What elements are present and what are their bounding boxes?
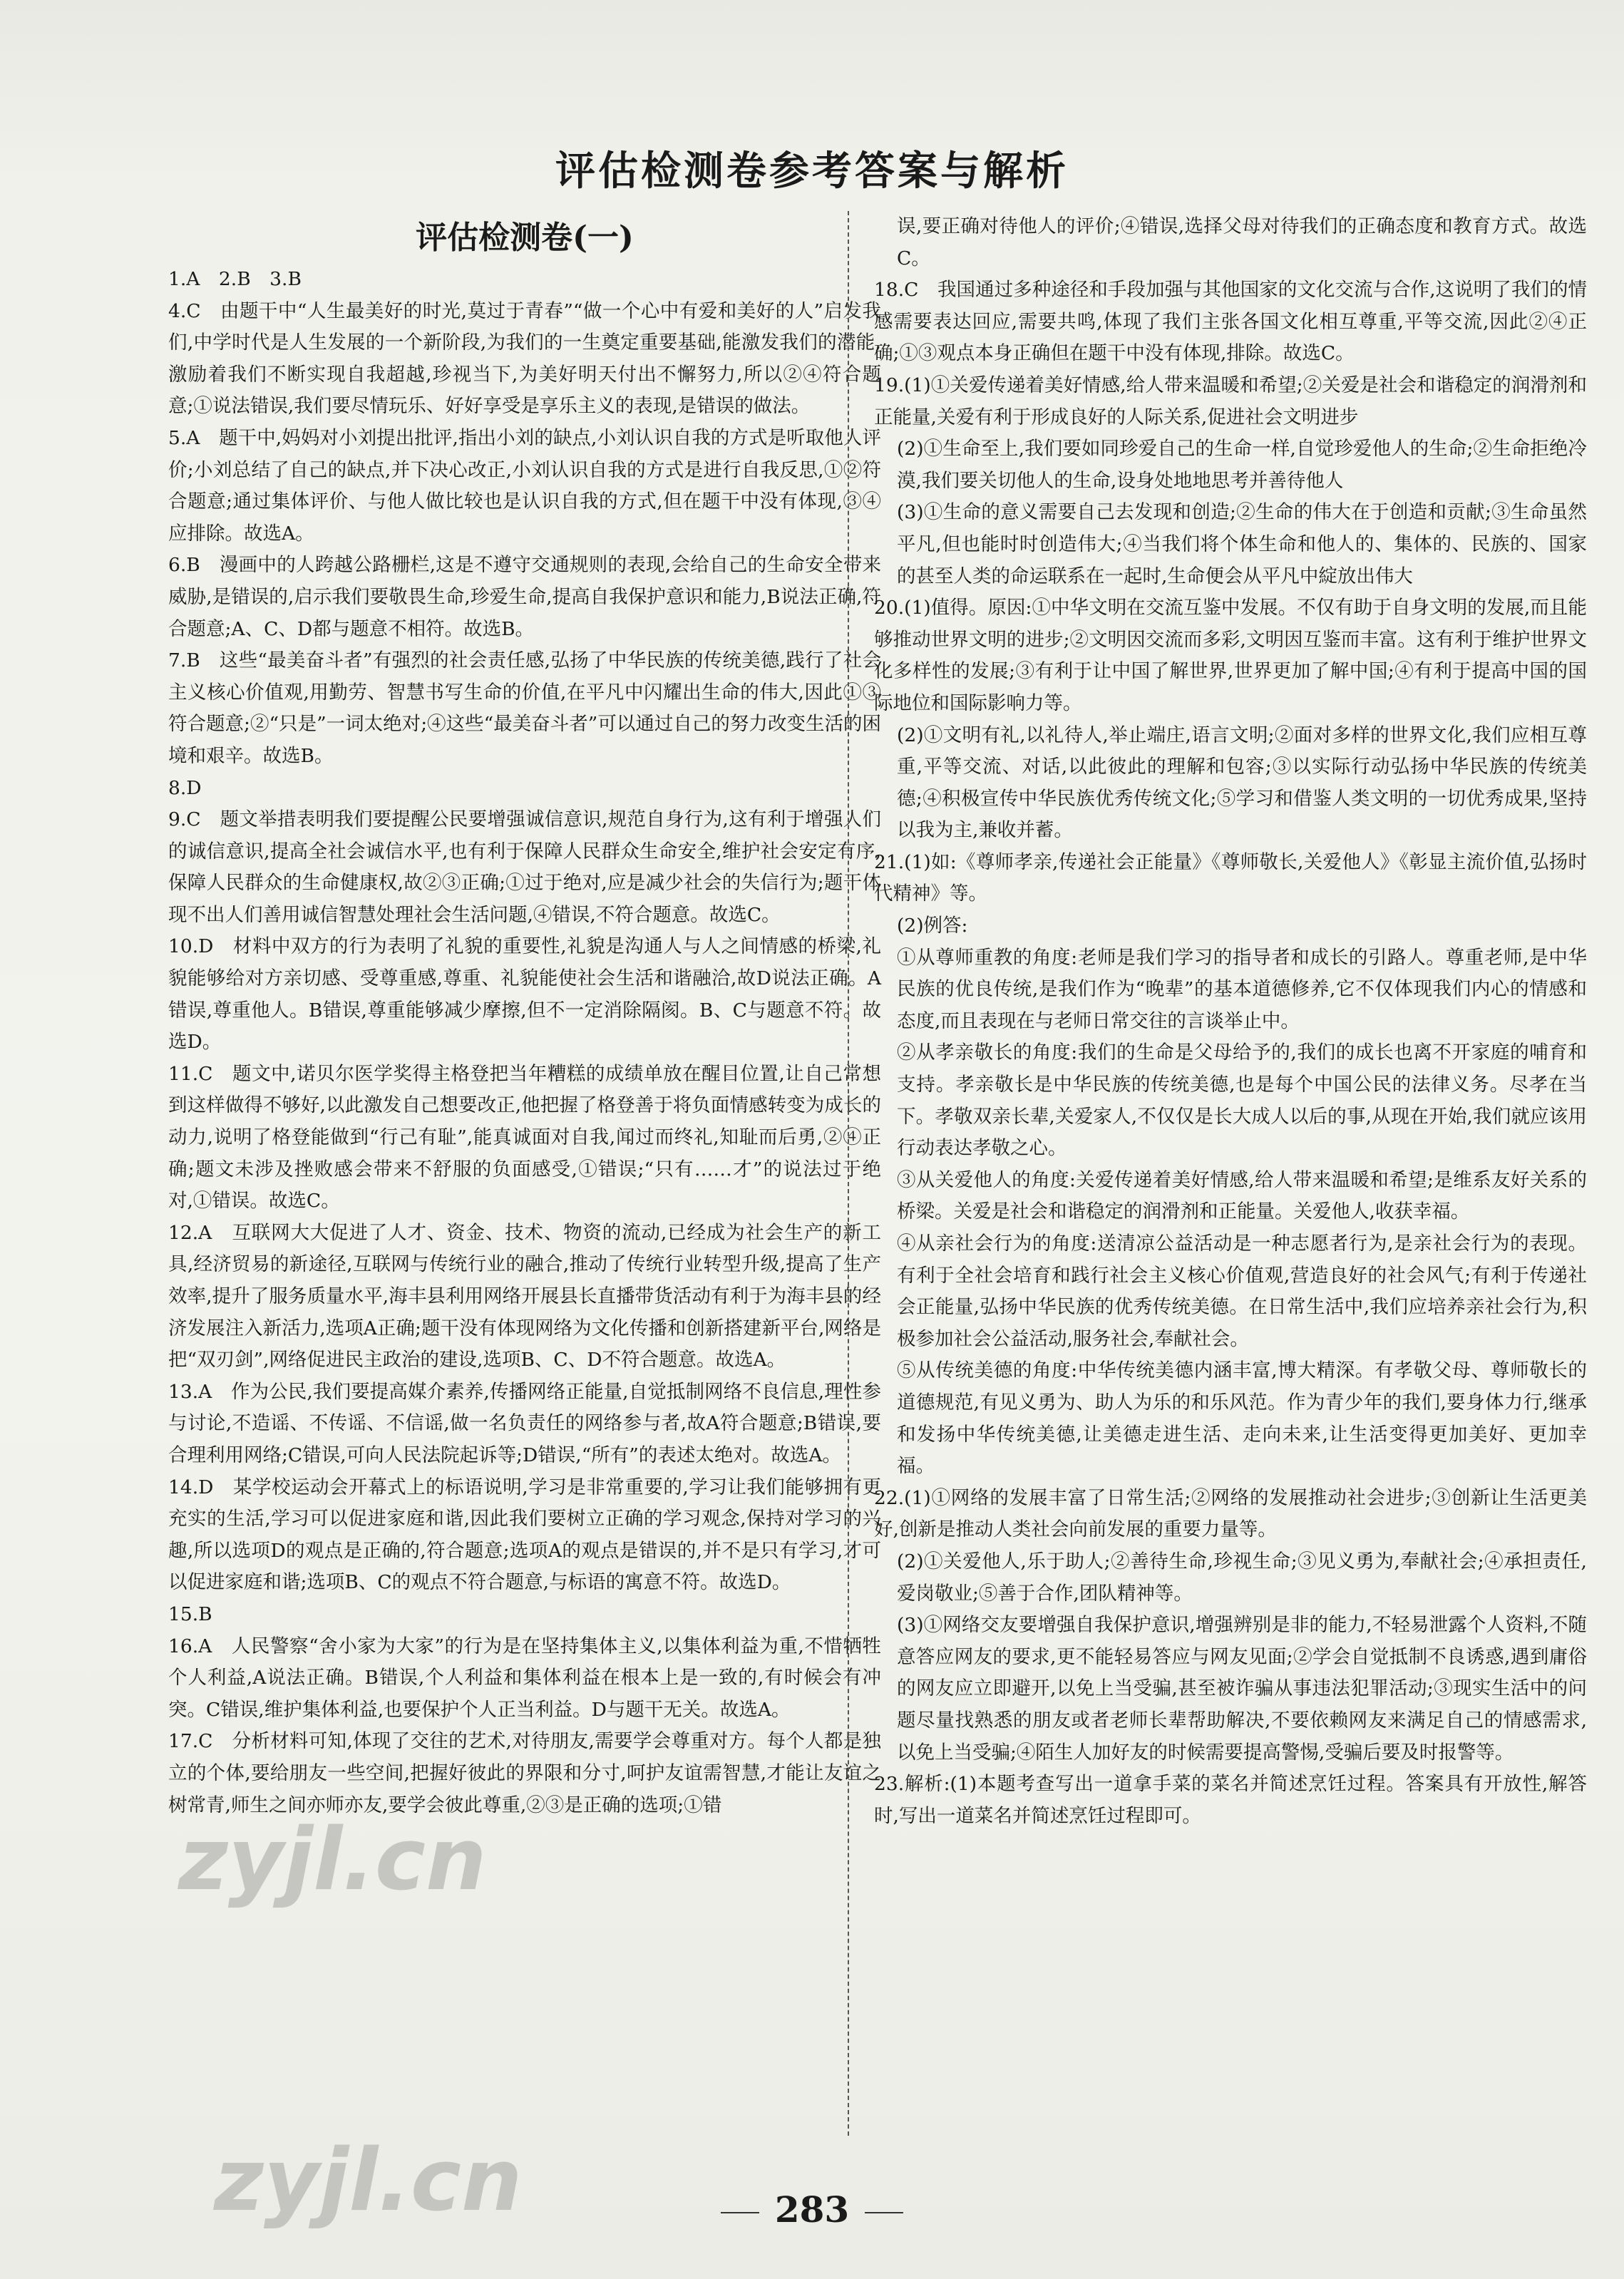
answer-item: (2)①关爱他人,乐于助人;②善待生命,珍视生命;③见义勇为,奉献社会;④承担责任,爱岗敬业;⑤善于合作,团队精神等。	[897, 1550, 1587, 1605]
answer-item: (2)例答:	[897, 915, 968, 937]
answer-item: ①从尊师重教的角度:老师是我们学习的指导者和成长的引路人。尊重老师,是中华民族的优良传统,是我们作为“晚辈”的基本道德修养,它不仅体现我们内心的情感和态度,而且表现在与老师日常交往的言谈举止中。	[897, 946, 1587, 1032]
answer-item: 11.C 题文中,诺贝尔医学奖得主格登把当年糟糕的成绩单放在醒目位置,让自己常想到这样做得不够好,以此激发自己想要改正,他把握了格登善于将负面情感转变为成长的动力,说明了格登能做到“行己有耻”,能真诚面对自我,闻过而终礼,知耻而后勇,②④正确;题文未涉及挫败感会带来不舒服的负面感受,①错误;“只有……才”的说法过于绝对,①错误。故选C。	[168, 1062, 881, 1213]
left-answer-list	[168, 264, 881, 1821]
watermark: zyjl.cn	[178, 1811, 487, 1910]
answer-item: 19.(1)①关爱传递着美好情感,给人带来温暖和希望;②关爱是社会和谐稳定的润滑剂和正能量,关爱有利于形成良好的人际关系,促进社会文明进步	[874, 374, 1587, 428]
answer-item: 16.A 人民警察“舍小家为大家”的行为是在坚持集体主义,以集体利益为重,不惜牺牲个人利益,A说法正确。B错误,个人利益和集体利益在根本上是一致的,有时候会有冲突。C错误,维护集体利益,也要保护个人正当利益。D与题干无关。故选A。	[168, 1635, 881, 1721]
answer-item: 17.C 分析材料可知,体现了交往的艺术,对待朋友,需要学会尊重对方。每个人都是独立的个体,要给朋友一些空间,把握好彼此的界限和分寸,呵护友谊需智慧,才能让友谊之树常青,师生之间亦师亦友,要学会彼此尊重,②③是正确的选项;①错	[168, 1730, 881, 1816]
answer-item: 21.(1)如:《尊师孝亲,传递社会正能量》《尊师敬长,关爱他人》《彰显主流价值,弘扬时代精神》等。	[874, 850, 1587, 905]
answer-item: ②从孝亲敬长的角度:我们的生命是父母给予的,我们的成长也离不开家庭的哺育和支持。孝亲敬长是中华民族的传统美德,也是每个中国公民的法律义务。尽孝在当下。孝敬双亲长辈,关爱家人,不仅仅是长大成人以后的事,从现在开始,我们就应该用行动表达孝敬之心。	[897, 1041, 1587, 1160]
answer-item: 5.A 题干中,妈妈对小刘提出批评,指出小刘的缺点,小刘认识自我的方式是听取他人评价;小刘总结了自己的缺点,并下决心改正,小刘认识自我的方式是进行自我反思,①②符合题意;通过集体评价、与他人做比较也是认识自我的方式,但在题干中没有体现,③④应排除。故选A。	[168, 426, 881, 545]
answer-item: 18.C 我国通过多种途径和手段加强与其他国家的文化交流与合作,这说明了我们的情感需要表达回应,需要共鸣,体现了我们主张各国文化相互尊重,平等交流,因此②④正确;①③观点本身正确但在题干中没有体现,排除。故选C。	[874, 279, 1587, 365]
answer-item: (2)①生命至上,我们要如同珍爱自己的生命一样,自觉珍爱他人的生命;②生命拒绝冷漠,我们要关切他人的生命,设身处地地思考并善待他人	[897, 438, 1587, 492]
section-title: 评估检测卷(一)	[416, 220, 634, 256]
answer-item: 12.A 互联网大大促进了人才、资金、技术、物资的流动,已经成为社会生产的新工具,经济贸易的新途径,互联网与传统行业的融合,推动了传统行业转型升级,提高了生产效率,提升了服务质量水平,海丰县利用网络开展县长直播带货活动有利于为海丰县的经济发展注入新活力,选项A正确;题干没有体现网络为文化传播和创新搭建新平台,网络是把“双刃剑”,网络促进民主政治的建设,选项B、C、D不符合题意。故选A。	[168, 1221, 881, 1372]
answer-item: 20.(1)值得。原因:①中华文明在交流互鉴中发展。不仅有助于自身文明的发展,而且能够推动世界文明的进步;②文明因交流而多彩,文明因互鉴而丰富。这有利于维护世界文化多样性的发展;③有利于让中国了解世界,世界更加了解中国;④有利于提高中国的国际地位和国际影响力等。	[874, 597, 1587, 714]
answer-item: 13.A 作为公民,我们要提高媒介素养,传播网络正能量,自觉抵制网络不良信息,理性参与讨论,不造谣、不传谣、不信谣,做一名负责任的网络参与者,故A符合题意;B错误,要合理利用网络;C错误,可向人民法院起诉等;D错误,“所有”的表述太绝对。故选A。	[168, 1380, 881, 1466]
answer-item: ③从关爱他人的角度:关爱传递着美好情感,给人带来温暖和希望;是维系友好关系的桥梁。关爱是社会和谐稳定的润滑剂和正能量。关爱他人,收获幸福。	[897, 1168, 1587, 1223]
answer-item: 23.解析:(1)本题考查写出一道拿手菜的菜名并简述烹饪过程。答案具有开放性,解答时,写出一道菜名并简述烹饪过程即可。	[874, 1773, 1587, 1827]
answer-item: 1.A 2.B 3.B	[168, 268, 302, 290]
right-column	[874, 211, 1587, 1832]
footer-dash-right	[865, 2212, 903, 2213]
answer-item: 9.C 题文举措表明我们要提醒公民要增强诚信意识,规范自身行为,这有利于增强人们的诚信意识,提高全社会诚信水平,也有利于保障人民群众生命安全,维护社会安定有序,保障人民群众的生命健康权,故②③正确;①过于绝对,应是减少社会的失信行为;题干体现不出人们善用诚信智慧处理社会生活问题,④错误,不符合题意。故选C。	[168, 808, 881, 926]
answer-item: 15.B	[168, 1602, 212, 1625]
answer-item: (3)①生命的意义需要自己去发现和创造;②生命的伟大在于创造和贡献;③生命虽然平凡,但也能时时创造伟大;④当我们将个体生命和他人的、集体的、民族的、国家的甚至人类的命运联系在一起时,生命便会从平凡中綻放出伟大	[897, 501, 1587, 587]
answer-item: 6.B 漫画中的人跨越公路栅栏,这是不遵守交通规则的表现,会给自己的生命安全带来威胁,是错误的,启示我们要敬畏生命,珍爱生命,提高自我保护意识和能力,B说法正确,符合题意;A、C、D都与题意不相符。故选B。	[168, 554, 881, 640]
page-title: 评估检测卷参考答案与解析	[555, 148, 1069, 195]
answer-item: 误,要正确对待他人的评价;④错误,选择父母对待我们的正确态度和教育方式。故选C。	[897, 215, 1587, 269]
page-number: 283	[774, 2188, 850, 2231]
answer-item: ④从亲社会行为的角度:送清凉公益活动是一种志愿者行为,是亲社会行为的表现。有利于全社会培育和践行社会主义核心价值观,营造良好的社会风气;有利于传递社会正能量,弘扬中华民族的优秀传统美德。在日常生活中,我们应培养亲社会行为,积极参加社会公益活动,服务社会,奉献社会。	[897, 1233, 1587, 1350]
answer-item: (3)①网络交友要增强自我保护意识,增强辨别是非的能力,不轻易泄露个人资料,不随意答应网友的要求,更不能轻易答应与网友见面;②学会自觉抵制不良诱惑,遇到庸俗的网友应立即避开,以免上当受骗,甚至被诈骗从事违法犯罪活动;③现实生活中的问题尽量找熟悉的朋友或者老师长辈帮助解决,不要依赖网友来满足自己的情感需求,以免上当受骗;④陌生人加好友的时候需要提高警惕,受骗后要及时报警等。	[897, 1614, 1587, 1764]
answer-item: 7.B 这些“最美奋斗者”有强烈的社会责任感,弘扬了中华民族的传统美德,践行了社会主义核心价值观,用勤劳、智慧书写生命的价值,在平凡中闪耀出生命的伟大,因此①③符合题意;②“只是”一词太绝对;④这些“最美奋斗者”可以通过自己的努力改变生活的困境和艰辛。故选B。	[168, 649, 881, 767]
answer-item: 22.(1)①网络的发展丰富了日常生活;②网络的发展推动社会进步;③创新让生活更美好,创新是推动人类社会向前发展的重要力量等。	[874, 1486, 1587, 1541]
watermark: zyjl.cn	[214, 2131, 523, 2231]
right-answer-list	[874, 211, 1587, 1832]
answer-item: 14.D 某学校运动会开幕式上的标语说明,学习是非常重要的,学习让我们能够拥有更充实的生活,学习可以促进家庭和谐,因此我们要树立正确的学习观念,保持对学习的兴趣,所以选项D的观点是正确的,符合题意;选项A的观点是错误的,并不是只有学习,才可以促进家庭和谐;选项B、C的观点不符合题意,与标语的寓意不符。故选D。	[168, 1476, 881, 1594]
answer-item: 8.D	[168, 776, 202, 799]
answer-item: 4.C 由题干中“人生最美好的时光,莫过于青春”“做一个心中有爱和美好的人”启发我们,中学时代是人生发展的一个新阶段,为我们的一生奠定重要基础,能激发我们的潜能,激励着我们不断实现自我超越,珍视当下,为美好明天付出不懈努力,所以②④符合题意;①说法错误,我们要尽情玩乐、好好享受是享乐主义的表现,是错误的做法。	[168, 299, 881, 418]
answer-item: ⑤从传统美德的角度:中华传统美德内涵丰富,博大精深。有孝敬父母、尊师敬长的道德规范,有见义勇为、助人为乐的和乐风范。作为青少年的我们,要身体力行,继承和发扬中华传统美德,让美德走进生活、走向未来,让生活变得更加美好、更加幸福。	[897, 1359, 1587, 1478]
footer-dash-left	[721, 2212, 759, 2213]
answer-item: (2)①文明有礼,以礼待人,举止端庄,语言文明;②面对多样的世界文化,我们应相互尊重,平等交流、对话,以此彼此的理解和包容;③以实际行动弘扬中华民族的传统美德;④积极宣传中华民族优秀传统文化;⑤学习和借鉴人类文明的一切优秀成果,坚持以我为主,兼收并蓄。	[897, 724, 1587, 842]
left-column	[168, 211, 881, 1821]
answer-item: 10.D 材料中双方的行为表明了礼貌的重要性,礼貌是沟通人与人之间情感的桥梁,礼貌能够给对方亲切感、受尊重感,尊重、礼貌能使社会生活和谐融洽,故D说法正确。A错误,尊重他人。B错误,尊重能够减少摩擦,但不一定消除隔阂。B、C与题意不符。故选D。	[168, 935, 881, 1054]
column-divider	[848, 211, 849, 2136]
